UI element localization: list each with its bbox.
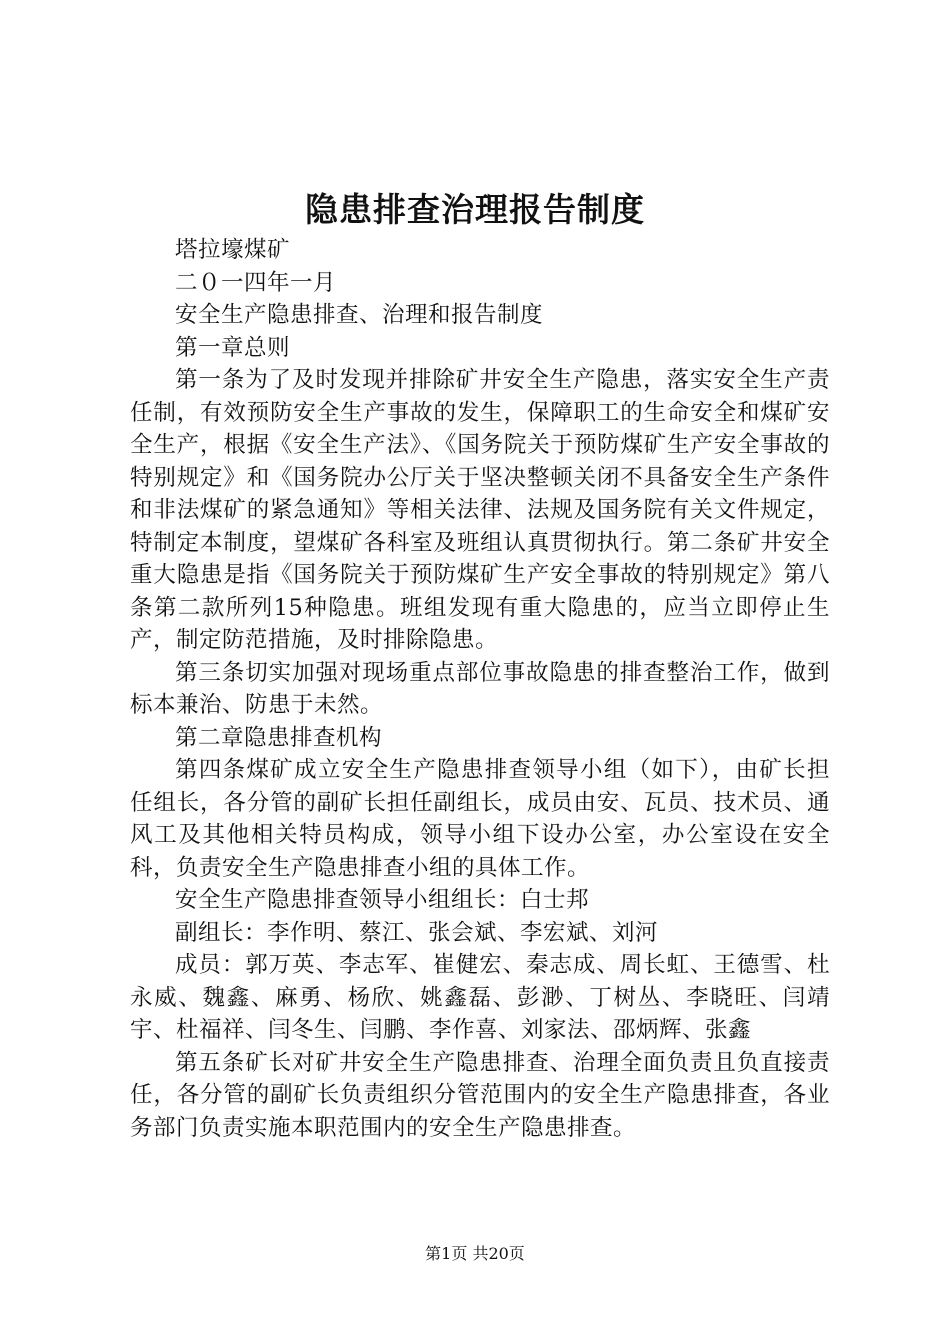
paragraph-members: 成员：郭万英、李志军、崔健宏、秦志成、周长虹、王德雪、杜永威、魏鑫、麻勇、杨欣、姚鑫磊、彭渺、丁树丛、李晓旺、闫靖宇、杜福祥、闫冬生、闫鹏、李作喜、刘家法、邵炳辉、张鑫 — [130, 952, 830, 1043]
paragraph-org-name: 塔拉壕煤矿 — [175, 237, 291, 263]
paragraph-group-leader: 安全生产隐患排查领导小组组长：白士邦 — [175, 887, 590, 913]
chapter-heading-1: 第一章总则 — [175, 334, 291, 361]
paragraph-deputy-leaders: 副组长：李作明、蔡江、张会斌、李宏斌、刘河 — [175, 919, 659, 946]
paragraph-article-5: 第五条矿长对矿井安全生产隐患排查、治理全面负责且负直接责任，各分管的副矿长负责组织分管范围内的安全生产隐患排查，各业务部门负责实施本职范围内的安全生产隐患排查。 — [130, 1049, 830, 1141]
chapter-heading-2: 第二章隐患排查机构 — [175, 724, 383, 751]
paragraph-article-1-2: 第一条为了及时发现并排除矿井安全生产隐患，落实安全生产责任制，有效预防安全生产事故的发生，保障职工的生命安全和煤矿安全生产，根据《安全生产法》、《国务院关于预防煤矿生产安全事故的特别规定》和《国务院办公厅关于坚决整顿关闭不具备安全生产条件和非法煤矿的紧急通知》等相关法律、法规及国务院有关文件规定，特制定本制度，望煤矿各科室及班组认真贯彻执行。第二条矿井安全重大隐患是指《国务院关于预防煤矿生产安全事故的特别规定》第八条第二款所列15种隐患。班组发现有重大隐患的，应当立即停止生产，制定防范措施，及时排除隐患。 — [130, 367, 830, 653]
paragraph-article-3: 第三条切实加强对现场重点部位事故隐患的排查整治工作，做到标本兼治、防患于未然。 — [130, 659, 830, 718]
paragraph-subtitle: 安全生产隐患排查、治理和报告制度 — [175, 302, 544, 328]
document-body — [130, 234, 830, 1144]
document-title: 隐患排查治理报告制度 — [305, 190, 645, 229]
paragraph-article-4: 第四条煤矿成立安全生产隐患排查领导小组（如下），由矿长担任组长，各分管的副矿长担任副组长，成员由安、瓦员、技术员、通风工及其他相关特员构成，领导小组下设办公室，办公室设在安全科，负责安全生产隐患排查小组的具体工作。 — [130, 757, 830, 881]
page-footer: 第1页 共20页 — [425, 1244, 525, 1263]
paragraph-date: 二０一四年一月 — [175, 269, 337, 296]
